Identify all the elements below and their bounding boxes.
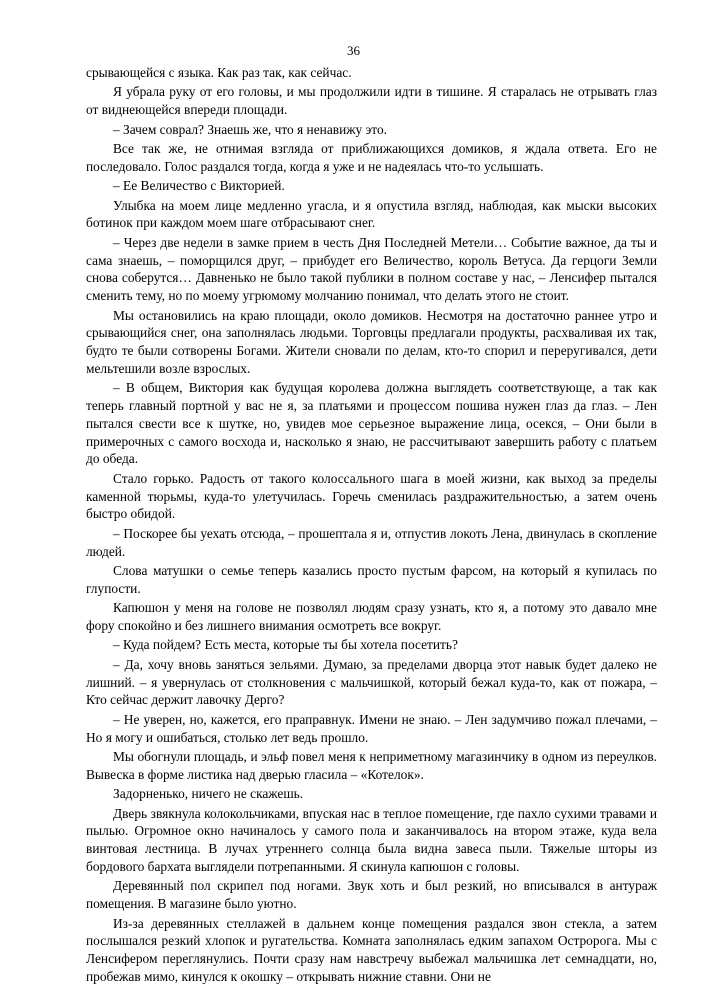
paragraph: Капюшон у меня на голове не позволял людям сразу узнать, кто я, а потому это давало мне фору спокойно и без лишнего внимания осмотреть все вокруг. xyxy=(86,600,657,634)
paragraph: Мы остановились на краю площади, около домиков. Несмотря на достаточно раннее утро и срывающийся снег, она заполнялась людьми. Торговцы предлагали продукты, расхваливая их так, будто те были сотворены Богами. Жители сновали по делам, кто-то спорил и переругивался, дети мельтешили возле взрослых. xyxy=(86,307,657,376)
paragraph: – Ее Величество с Викторией. xyxy=(113,178,285,194)
paragraph: Я убрала руку от его головы, и мы продолжили идти в тишине. Я старалась не отрывать глаз от виднеющейся впереди площади. xyxy=(86,84,657,118)
paragraph: – Не уверен, но, кажется, его праправнук. Имени не знаю. – Лен задумчиво пожал плечами, – Но я могу и ошибаться, столько лет ведь прошло. xyxy=(86,711,657,745)
paragraph: Деревянный пол скрипел под ногами. Звук хоть и был резкий, но вписывался в антураж помещения. В магазине было уютно. xyxy=(86,878,657,912)
paragraph: Мы обогнули площадь, и эльф повел меня к неприметному магазинчику в одном из переулков. Вывеска в форме листика над дверью гласила – «Котелок». xyxy=(86,748,657,782)
paragraph: – Зачем соврал? Знаешь же, что я ненавижу это. xyxy=(113,121,388,137)
paragraph: Все так же, не отнимая взгляда от приближающихся домиков, я ждала ответа. Его не последовало. Голос раздался тогда, когда я уже и не надеялась что-то услышать. xyxy=(86,140,657,174)
paragraph: – Куда пойдем? Есть места, которые ты бы хотела посетить? xyxy=(113,637,458,653)
paragraph: – Через две недели в замке прием в честь Дня Последней Метели… Событие важное, да ты и сама знаешь, – поморщился друг, – прибудет его Величество, король Ветуса. Да герцоги Земли снова соберутся… Давненько не было такой публики в полном составе у нас, – Ленсифер пытался сменить тему, но по моему угрюмому молчанию понимал, что делать этого не стоит. xyxy=(86,234,657,304)
page-number: 36 xyxy=(347,43,360,58)
paragraph: – В общем, Виктория как будущая королева должна выглядеть соответствующе, а так как теперь главный портной у вас не я, за платьями и процессом пошива нужен глаз да глаз. – Лен пытался свести все к шутке, но, увидев мое серьезное выражение лица, осекся, – Они были в примерочных с самого восхода и, насколько я знаю, не рассчитывают завершить работу с платьем до обеда. xyxy=(86,380,657,467)
paragraph: Задорненько, ничего не скажешь. xyxy=(113,786,304,802)
paragraph: Улыбка на моем лице медленно угасла, и я опустила взгляд, наблюдая, как мыски высоких ботинок при каждом моем шаге отбрасывают снег. xyxy=(86,197,657,231)
paragraph: Стало горько. Радость от такого колоссального шага в моей жизни, как выход за пределы каменной тюрьмы, куда-то улетучилась. Горечь сменилась раздражительностью, а затем очень быстро обидой. xyxy=(86,470,657,522)
paragraph: – Да, хочу вновь заняться зельями. Думаю, за пределами дворца этот навык будет далеко не лишний. – я увернулась от столкновения с мальчишкой, который бежал куда-то, как от пожара, – Кто сейчас держит лавочку Дерго? xyxy=(86,656,657,708)
paragraph: срывающейся с языка. Как раз так, как сейчас. xyxy=(86,65,352,80)
paragraph: Дверь звякнула колокольчиками, впуская нас в теплое помещение, где пахло сухими травами и пылью. Огромное окно начиналось у самого пола и заканчивалось на втором этаже, куда вела винтовая лестница. В лучах утреннего солнца была видна завеса пыли. Тяжелые шторы из бордового бархата выглядели потрепанными. Я скинула капюшон с головы. xyxy=(86,805,657,874)
paragraph: Из-за деревянных стеллажей в дальнем конце помещения раздался звон стекла, а затем послышался резкий хлопок и ругательства. Комната заполнялась едким запахом Остророга. Мы с Ленсифером переглянулись. Почти сразу нам навстречу выбежал мальчишка лет семнадцати, но, пробежав мимо, кинулся к окошку – открывать нижние ставни. Они не xyxy=(86,915,657,984)
paragraph: – Поскорее бы уехать отсюда, – прошептала я и, отпустив локоть Лена, двинулась в скопление людей. xyxy=(86,525,657,559)
text-body xyxy=(86,64,657,987)
paragraph: Слова матушки о семье теперь казались просто пустым фарсом, на который я купилась по глупости. xyxy=(86,563,657,596)
